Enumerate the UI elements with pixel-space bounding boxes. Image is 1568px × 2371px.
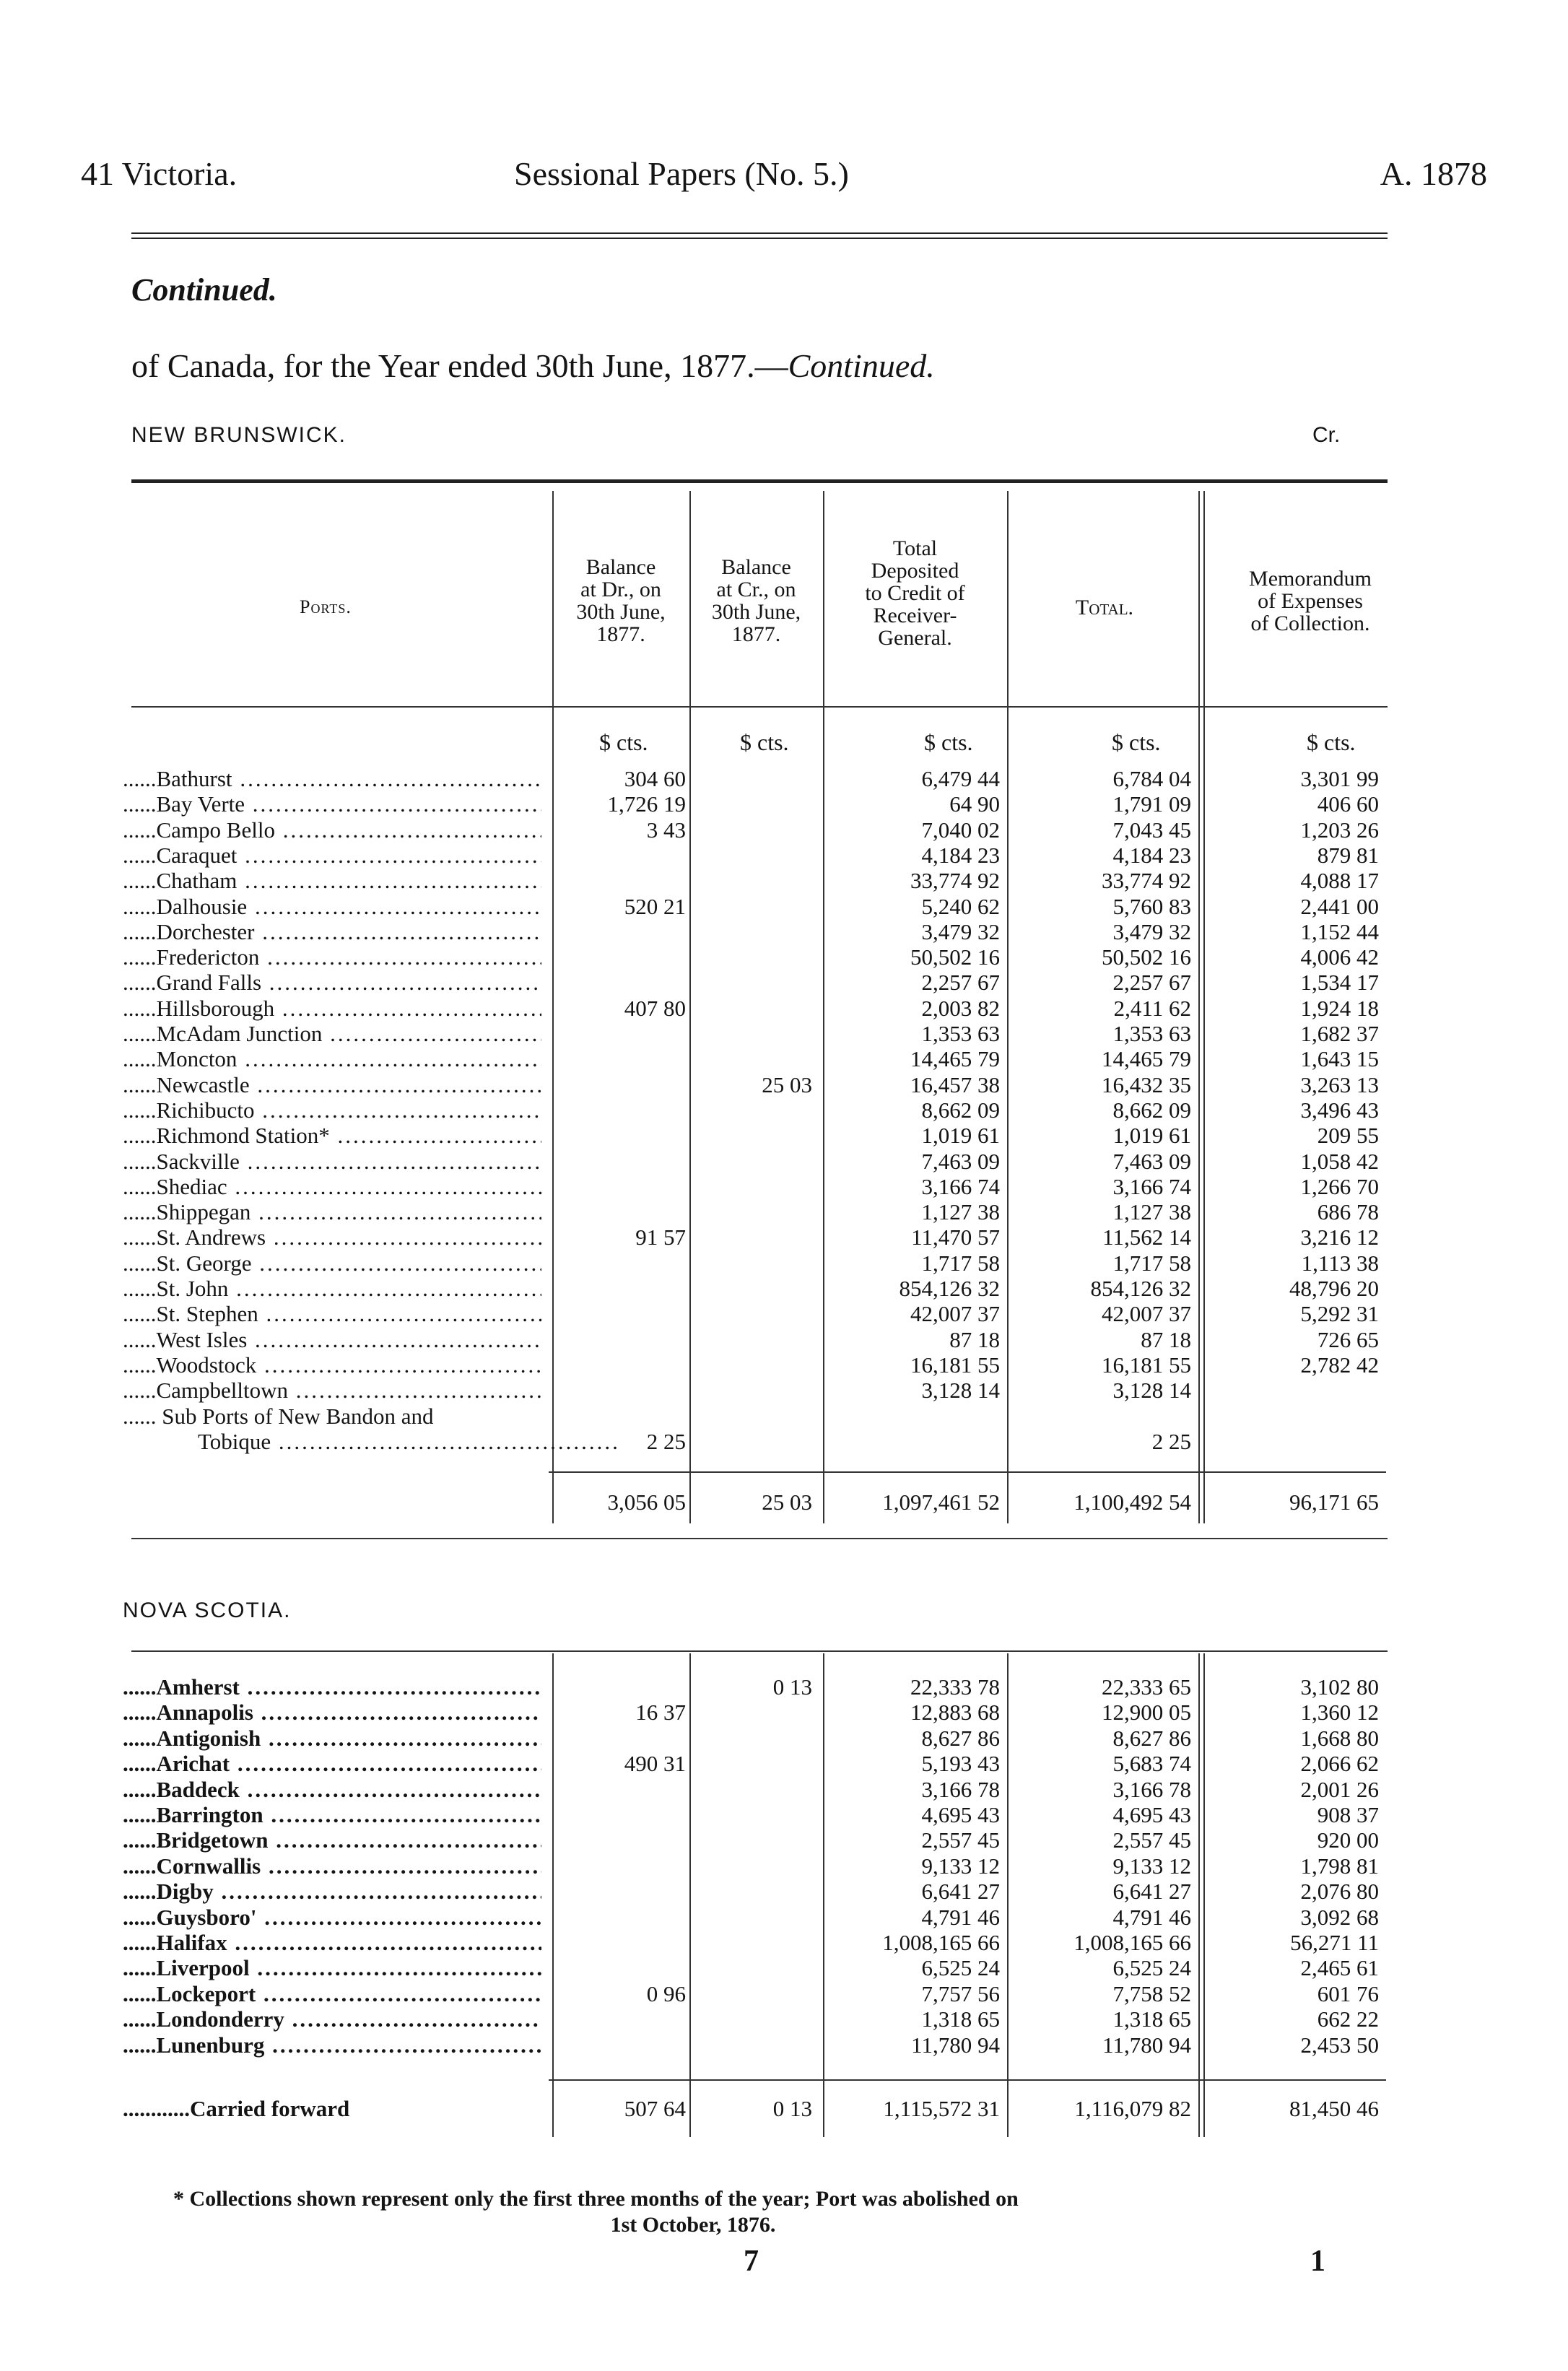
total-cr: 25 03 [762,1489,812,1515]
port-name: ......Dorchester ..... [123,920,541,944]
deposited-cell: 4,695 43 [921,1802,1000,1827]
header-line: at Dr., on [580,578,661,601]
total-cell: 2 25 [1151,1428,1191,1454]
total-cell: 2,411 62 [1113,995,1191,1021]
table-row [0,1726,1568,1751]
memo-cell: 2,453 50 [1300,2032,1379,2058]
deposited-cell: 14,465 79 [910,1046,1000,1072]
port-name: ......Amherst ..... [123,1675,541,1700]
port-name: ......Campo Bello ..... [123,818,541,843]
port-name: ......Lockeport ..... [123,1982,541,2006]
total-cell: 5,683 74 [1112,1751,1191,1777]
deposited-cell: 64 90 [949,791,1000,817]
total-cell: 16,181 55 [1102,1352,1191,1378]
total-memo: 96,171 65 [1289,1489,1379,1515]
memo-cell: 1,924 18 [1300,995,1379,1021]
folio-right: 1 [1310,2245,1325,2278]
deposited-cell: 87 18 [949,1326,1000,1352]
memo-cell: 406 60 [1317,791,1379,817]
table-row [0,1905,1568,1930]
page-subtitle [131,347,935,385]
deposited-cell: 42,007 37 [910,1301,1000,1327]
total-cell: 4,184 23 [1112,842,1191,868]
footnote-line-2: 1st October, 1876. [610,2213,776,2237]
total-cell: 11,562 14 [1102,1224,1191,1250]
table-row [0,945,1568,970]
total-cell: 6,784 04 [1112,766,1191,791]
table-row [0,1854,1568,1879]
memo-cell: 2,782 42 [1300,1352,1379,1378]
deposited-cell: 11,780 94 [911,2032,1000,2058]
port-name: ......Woodstock ..... [123,1353,541,1378]
total-cell: 6,525 24 [1112,1955,1191,1981]
unit-label: $ cts. [1112,729,1161,755]
total-total: 1,100,492 54 [1073,1489,1191,1515]
port-name: ......Liverpool ..... [123,1956,541,1980]
memo-cell: 56,271 11 [1290,1930,1379,1955]
total-cell: 3,128 14 [1112,1378,1191,1404]
deposited-cell: 3,128 14 [921,1378,1000,1404]
deposited-cell: 7,757 56 [921,1980,1000,2006]
balance-dr-cell: 0 96 [646,1980,686,2006]
memo-cell: 879 81 [1317,842,1379,868]
memo-cell: 726 65 [1317,1326,1379,1352]
port-name: ......Shediac ..... [123,1175,541,1199]
section-label-nova-scotia: NOVA SCOTIA. [123,1598,292,1622]
table-row [0,818,1568,843]
table-row [0,869,1568,893]
table-row [0,1047,1568,1071]
column-header-memorandum [1209,567,1411,635]
memo-cell: 1,798 81 [1300,1853,1379,1879]
table-row [0,1879,1568,1904]
deposited-cell: 7,040 02 [921,817,1000,843]
table-row [0,1251,1568,1276]
total-cell: 8,662 09 [1112,1097,1191,1123]
port-name: ......Richmond Station* ..... [123,1123,541,1148]
unit-label: $ cts. [740,729,789,755]
column-header-balance-cr [693,556,819,645]
balance-dr-cell: 2 25 [646,1428,686,1454]
table-row [0,1931,1568,1955]
memo-cell: 4,088 17 [1300,868,1379,894]
balance-dr-cell: 407 80 [624,995,686,1021]
deposited-cell: 2,257 67 [921,970,1000,996]
table-row [0,1175,1568,1199]
table-row [0,1803,1568,1827]
total-cell: 3,166 74 [1112,1173,1191,1199]
port-name: ......Fredericton ..... [123,945,541,970]
footnote-line-1: * Collections shown represent only the first three months of the year; Port was abolished on [173,2187,1019,2211]
deposited-cell: 22,333 78 [910,1674,1000,1700]
deposited-cell: 50,502 16 [910,944,1000,970]
carried-memo: 81,450 46 [1289,2096,1379,2121]
table-row [0,1022,1568,1046]
deposited-cell: 8,627 86 [921,1725,1000,1751]
balance-dr-cell: 91 57 [635,1224,686,1250]
memo-cell: 3,102 80 [1300,1674,1379,1700]
port-name: ......Chatham ..... [123,869,541,893]
carried-cr: 0 13 [772,2096,812,2121]
unit-label: $ cts. [599,729,648,755]
port-name: ......Annapolis ..... [123,1700,541,1725]
total-cell: 9,133 12 [1112,1853,1191,1879]
deposited-cell: 4,184 23 [921,842,1000,868]
table-row [0,1828,1568,1853]
deposited-cell: 8,662 09 [921,1097,1000,1123]
memo-cell: 1,152 44 [1300,918,1379,944]
header-line: of Expenses [1258,589,1363,613]
total-cell: 7,043 45 [1112,817,1191,843]
memo-cell: 1,113 38 [1301,1250,1379,1276]
deposited-cell: 1,717 58 [921,1250,1000,1276]
deposited-cell: 5,193 43 [921,1751,1000,1777]
total-cell: 50,502 16 [1102,944,1191,970]
port-name: ......Antigonish ..... [123,1726,541,1751]
memo-cell: 2,441 00 [1300,893,1379,919]
total-cell: 2,557 45 [1112,1827,1191,1853]
table-row [0,1149,1568,1174]
deposited-cell: 3,166 78 [921,1776,1000,1802]
deposited-cell: 2,557 45 [921,1827,1000,1853]
total-cell: 22,333 65 [1102,1674,1191,1700]
port-name: Tobique ..... [198,1430,617,1454]
memo-cell: 2,465 61 [1300,1955,1379,1981]
memo-cell: 1,643 15 [1300,1046,1379,1072]
table-row [0,970,1568,995]
credit-label: Cr. [1312,423,1341,447]
balance-dr-cell: 304 60 [624,766,686,791]
port-name: ......Richibucto ..... [123,1098,541,1123]
total-cell: 7,758 52 [1112,1980,1191,2006]
deposited-cell: 1,019 61 [921,1123,1000,1149]
memo-cell: 3,496 43 [1300,1097,1379,1123]
running-head [81,155,1487,205]
deposited-cell: 854,126 32 [899,1276,1000,1301]
table-row [0,792,1568,817]
memo-cell: 4,006 42 [1300,944,1379,970]
memo-cell: 1,058 42 [1300,1148,1379,1174]
total-cell: 854,126 32 [1090,1276,1191,1301]
balance-cr-cell: 0 13 [772,1674,812,1700]
port-name: ......Barrington ..... [123,1803,541,1827]
memo-cell: 3,216 12 [1300,1224,1379,1250]
total-cell: 3,166 78 [1112,1776,1191,1802]
total-cell: 4,695 43 [1112,1802,1191,1827]
total-cell: 7,463 09 [1112,1148,1191,1174]
port-name: ......Campbelltown ..... [123,1378,541,1403]
port-name: ......Hillsborough ..... [123,996,541,1021]
header-rule [131,232,1388,239]
footnote [173,2186,1401,2238]
table-row [0,1276,1568,1301]
header-line: Memorandum [1249,567,1372,591]
deposited-cell: 1,008,165 66 [882,1930,1000,1955]
port-name: ......Lunenburg ..... [123,2033,541,2058]
carried-total: 1,116,079 82 [1074,2096,1191,2121]
header-line: Receiver- [873,604,957,627]
header-line: Balance [721,555,791,579]
table-row [0,1328,1568,1352]
header-left: 41 Victoria. [81,155,238,192]
total-cell: 1,318 65 [1112,2006,1191,2032]
balance-dr-cell: 520 21 [624,893,686,919]
port-name: ......West Isles ..... [123,1328,541,1352]
table-row [0,1752,1568,1776]
total-cell: 5,760 83 [1112,893,1191,919]
memo-cell: 3,092 68 [1300,1904,1379,1930]
header-line: of Collection. [1250,612,1370,635]
deposited-cell: 11,470 57 [911,1224,1000,1250]
port-name: ......Guysboro' ..... [123,1905,541,1930]
column-header-total: Total. [1075,596,1134,619]
port-name: ...... Sub Ports of New Bandon and [123,1404,434,1429]
memo-cell: 2,066 62 [1300,1751,1379,1777]
total-cell: 8,627 86 [1112,1725,1191,1751]
total-cell: 11,780 94 [1102,2032,1191,2058]
total-cell: 1,008,165 66 [1073,1930,1191,1955]
total-cell: 1,717 58 [1112,1250,1191,1276]
column-header-balance-dr [556,556,686,645]
deposited-cell: 1,318 65 [921,2006,1000,2032]
total-cell: 1,127 38 [1112,1199,1191,1225]
memo-cell: 209 55 [1317,1123,1379,1149]
port-name: ......Caraquet ..... [123,843,541,868]
section-top-rule [131,1650,1388,1652]
memo-cell: 686 78 [1317,1199,1379,1225]
total-cell: 16,432 35 [1102,1071,1191,1097]
balance-dr-cell: 1,726 19 [607,791,686,817]
carried-dr: 507 64 [624,2096,686,2121]
total-deposited: 1,097,461 52 [882,1489,1000,1515]
memo-cell: 48,796 20 [1289,1276,1379,1301]
subtitle-italic: Continued. [788,347,935,384]
deposited-cell: 2,003 82 [921,995,1000,1021]
total-cell: 1,791 09 [1112,791,1191,817]
deposited-cell: 3,479 32 [921,918,1000,944]
table-row [0,1675,1568,1700]
balance-dr-cell: 490 31 [624,1751,686,1777]
memo-cell: 1,203 26 [1300,817,1379,843]
section-label-new-brunswick: NEW BRUNSWICK. [131,423,347,447]
table-row [0,1778,1568,1802]
unit-label: $ cts. [1307,729,1356,755]
deposited-cell: 1,353 63 [921,1021,1000,1046]
deposited-cell: 12,883 68 [910,1700,1000,1726]
table-row [0,1956,1568,1980]
table-row [0,1302,1568,1326]
memo-cell: 1,360 12 [1300,1700,1379,1726]
total-dr: 3,056 05 [607,1489,686,1515]
total-cell: 6,641 27 [1112,1879,1191,1905]
port-name: ......Digby ..... [123,1879,541,1904]
memo-cell: 601 76 [1317,1980,1379,2006]
deposited-cell: 3,166 74 [921,1173,1000,1199]
header-line: 30th June, [576,600,666,624]
table-row [0,1073,1568,1097]
port-name: ......Newcastle ..... [123,1073,541,1097]
header-line: 30th June, [711,600,801,624]
port-name: ......Londonderry ..... [123,2007,541,2032]
deposited-cell: 16,457 38 [910,1071,1000,1097]
memo-cell: 920 00 [1317,1827,1379,1853]
deposited-cell: 7,463 09 [921,1148,1000,1174]
table-row [0,1404,1568,1429]
memo-cell: 1,668 80 [1300,1725,1379,1751]
carried-deposited: 1,115,572 31 [883,2096,1000,2121]
total-cell: 1,019 61 [1112,1123,1191,1149]
deposited-cell: 16,181 55 [910,1352,1000,1378]
deposited-cell: 4,791 46 [921,1904,1000,1930]
memo-cell: 3,263 13 [1300,1071,1379,1097]
table-row [0,1098,1568,1123]
header-line: General. [878,626,952,650]
port-name: ......Bathurst ..... [123,767,541,791]
port-name: ......McAdam Junction ..... [123,1022,541,1046]
table-top-rule [131,479,1388,483]
total-cell: 12,900 05 [1102,1700,1191,1726]
memo-cell: 3,301 99 [1300,766,1379,791]
memo-cell: 5,292 31 [1300,1301,1379,1327]
subtitle-main: of Canada, for the Year ended 30th June, 1877.— [131,347,788,384]
deposited-cell: 6,525 24 [921,1955,1000,1981]
port-name: ......St. Stephen ..... [123,1302,541,1326]
table-row [0,2033,1568,2058]
table-row [0,1200,1568,1224]
memo-cell: 1,266 70 [1300,1173,1379,1199]
header-bottom-rule [131,706,1388,708]
header-line: Balance [585,555,656,579]
memo-cell: 662 22 [1317,2006,1379,2032]
port-name: ......Dalhousie ..... [123,895,541,919]
deposited-cell: 9,133 12 [921,1853,1000,1879]
table-row [0,2007,1568,2032]
table-row [0,1700,1568,1725]
port-name: ......Bay Verte ..... [123,792,541,817]
port-name: ......Cornwallis ..... [123,1854,541,1879]
memo-cell: 2,001 26 [1300,1776,1379,1802]
port-name: ......Arichat ..... [123,1752,541,1776]
port-name: ......Halifax ..... [123,1931,541,1955]
memo-cell: 1,534 17 [1300,970,1379,996]
balance-cr-cell: 25 03 [762,1071,812,1097]
continued-label: Continued. [131,272,277,308]
table-row [0,996,1568,1021]
memo-cell: 908 37 [1317,1802,1379,1827]
total-cell: 3,479 32 [1112,918,1191,944]
balance-dr-cell: 16 37 [635,1700,686,1726]
column-header-deposited [827,537,1003,649]
carried-forward-label: ............Carried forward [123,2096,350,2121]
port-name: ......Grand Falls ..... [123,970,541,995]
port-name: ......Baddeck ..... [123,1778,541,1802]
deposited-cell: 6,479 44 [921,766,1000,791]
subtotal-rule [549,2079,1386,2081]
header-line: Deposited [871,559,959,583]
port-name: ......St. Andrews ..... [123,1225,541,1250]
table-row [0,1430,1568,1454]
header-line: Total [892,536,938,560]
table-row [0,1123,1568,1148]
deposited-cell: 1,127 38 [921,1199,1000,1225]
total-cell: 1,353 63 [1112,1021,1191,1046]
table-row [0,895,1568,919]
deposited-cell: 33,774 92 [910,868,1000,894]
table-row [0,920,1568,944]
header-right: A. 1878 [1380,155,1487,192]
deposited-cell: 5,240 62 [921,893,1000,919]
deposited-cell: 6,641 27 [921,1879,1000,1905]
unit-label: $ cts. [924,729,973,755]
header-line: 1877. [596,622,645,646]
header-line: 1877. [731,622,781,646]
header-line: to Credit of [865,581,965,605]
section-rule [131,1538,1388,1539]
total-cell: 2,257 67 [1112,970,1191,996]
column-header-ports: Ports. [300,596,352,617]
balance-dr-cell: 3 43 [646,817,686,843]
port-name: ......Bridgetown ..... [123,1828,541,1853]
table-row [0,767,1568,791]
total-cell: 33,774 92 [1102,868,1191,894]
header-line: at Cr., on [716,578,796,601]
port-name: ......St. George ..... [123,1251,541,1276]
total-cell: 87 18 [1141,1326,1191,1352]
table-row [0,1353,1568,1378]
total-cell: 14,465 79 [1102,1046,1191,1072]
port-name: ......Moncton ..... [123,1047,541,1071]
memo-cell: 1,682 37 [1300,1021,1379,1046]
port-name: ......St. John ..... [123,1276,541,1301]
port-name: ......Sackville ..... [123,1149,541,1174]
memo-cell: 2,076 80 [1300,1879,1379,1905]
header-center: Sessional Papers (No. 5.) [514,155,849,192]
table-row [0,1225,1568,1250]
table-row [0,1378,1568,1403]
port-name: ......Shippegan ..... [123,1200,541,1224]
total-cell: 42,007 37 [1102,1301,1191,1327]
subtotal-rule [549,1471,1386,1473]
table-row [0,843,1568,868]
total-cell: 4,791 46 [1112,1904,1191,1930]
table-row [0,1982,1568,2006]
folio-left: 7 [744,2245,759,2278]
